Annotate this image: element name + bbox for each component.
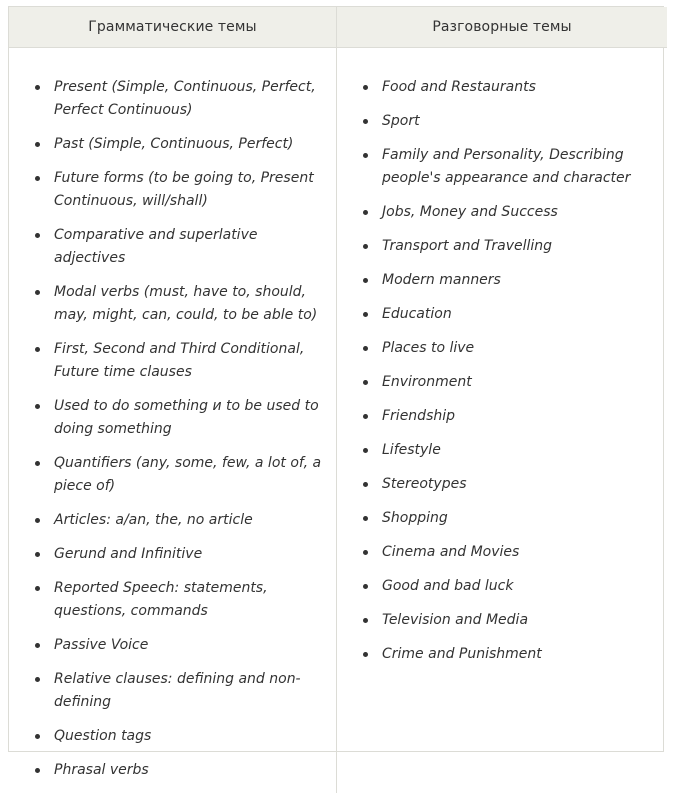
bullet-icon [35,643,40,648]
topic-text: Transport and Travelling [382,238,553,254]
header-conversation-topics: Разговорные темы [337,7,667,48]
topic-text: Places to live [382,340,475,356]
grammar-topics-list [54,76,329,782]
topic-list-item [54,133,329,156]
topic-text: Future forms (to be going to, Present Continuous, will/shall) [54,170,314,209]
topic-list-item [382,371,667,394]
topic-text: Good and bad luck [382,578,514,594]
topic-text: Friendship [382,408,456,424]
bullet-icon [363,618,368,623]
topic-text: Stereotypes [382,476,467,492]
topic-text: Sport [382,113,420,129]
topics-table [8,6,664,778]
bullet-icon [35,142,40,147]
topic-text: Used to do something и to be used to doing something [54,398,319,437]
bullet-icon [35,734,40,739]
topic-list-item [54,759,329,782]
topic-list-item [382,76,667,99]
conversation-topics-cell [337,48,667,793]
bullet-icon [35,768,40,773]
bullet-icon [35,85,40,90]
bullet-icon [35,552,40,557]
bullet-icon [363,346,368,351]
topic-list-item [54,668,329,714]
bullet-icon [35,404,40,409]
bullet-icon [363,414,368,419]
bullet-icon [35,290,40,295]
topic-list-item [54,725,329,748]
bullet-icon [363,119,368,124]
topic-list-item [382,609,667,632]
topic-list-item [382,269,667,292]
topic-list-item [382,303,667,326]
topic-list-item [54,281,329,327]
bullet-icon [35,233,40,238]
bullet-icon [35,176,40,181]
topic-text: Comparative and superlative adjectives [54,227,258,266]
topic-text: Present (Simple, Continuous, Perfect, Perfect Continuous) [54,79,316,118]
bullet-icon [363,584,368,589]
bullet-icon [363,85,368,90]
bullet-icon [363,448,368,453]
topic-list-item [382,201,667,224]
topic-list-item [382,337,667,360]
topic-text: Modern manners [382,272,501,288]
topic-list-item [54,224,329,270]
topic-text: Jobs, Money and Success [382,204,558,220]
bullet-icon [363,550,368,555]
topic-text: Relative clauses: defining and non-defining [54,671,301,710]
topic-text: Phrasal verbs [54,762,149,778]
topic-list-item [382,541,667,564]
bullet-icon [35,461,40,466]
bullet-icon [363,278,368,283]
topic-text: Lifestyle [382,442,441,458]
topic-list-item [54,577,329,623]
topic-text: Family and Personality, Describing people's appearance and character [382,147,631,186]
bullet-icon [363,153,368,158]
bullet-icon [363,244,368,249]
bullet-icon [363,380,368,385]
bullet-icon [363,210,368,215]
bullet-icon [363,516,368,521]
grammar-topics-cell [9,48,337,793]
topic-text: Crime and Punishment [382,646,542,662]
topic-list-item [54,167,329,213]
topic-text: Passive Voice [54,637,149,653]
topic-list-item [54,452,329,498]
topic-list-item [382,507,667,530]
conversation-topics-list [382,76,667,666]
topic-list-item [382,575,667,598]
bullet-icon [35,347,40,352]
topic-list-item [382,235,667,258]
bullet-icon [363,482,368,487]
topic-list-item [382,473,667,496]
topic-text: Quantifiers (any, some, few, a lot of, a piece of) [54,455,322,494]
topic-list-item [382,439,667,462]
topic-list-item [54,395,329,441]
topic-list-item [382,144,667,190]
topic-text: Past (Simple, Continuous, Perfect) [54,136,294,152]
topic-text: Education [382,306,452,322]
bullet-icon [35,586,40,591]
bullet-icon [35,677,40,682]
topic-list-item [54,543,329,566]
topic-list-item [54,338,329,384]
topic-list-item [54,76,329,122]
topic-list-item [382,643,667,666]
topic-text: Food and Restaurants [382,79,536,95]
topic-list-item [54,634,329,657]
topic-text: Gerund and Infinitive [54,546,203,562]
header-grammar-topics: Грамматические темы [9,7,337,48]
topic-text: Modal verbs (must, have to, should, may, might, can, could, to be able to) [54,284,318,323]
bullet-icon [363,312,368,317]
topic-text: Reported Speech: statements, questions, commands [54,580,268,619]
topic-text: Question tags [54,728,152,744]
topic-list-item [382,110,667,133]
topic-text: Articles: a/an, the, no article [54,512,253,528]
topic-text: Shopping [382,510,448,526]
bullet-icon [363,652,368,657]
topic-list-item [54,509,329,532]
topic-text: First, Second and Third Conditional, Future time clauses [54,341,305,380]
topic-text: Television and Media [382,612,529,628]
topic-list-item [382,405,667,428]
topic-text: Environment [382,374,472,390]
topic-text: Cinema and Movies [382,544,520,560]
bullet-icon [35,518,40,523]
